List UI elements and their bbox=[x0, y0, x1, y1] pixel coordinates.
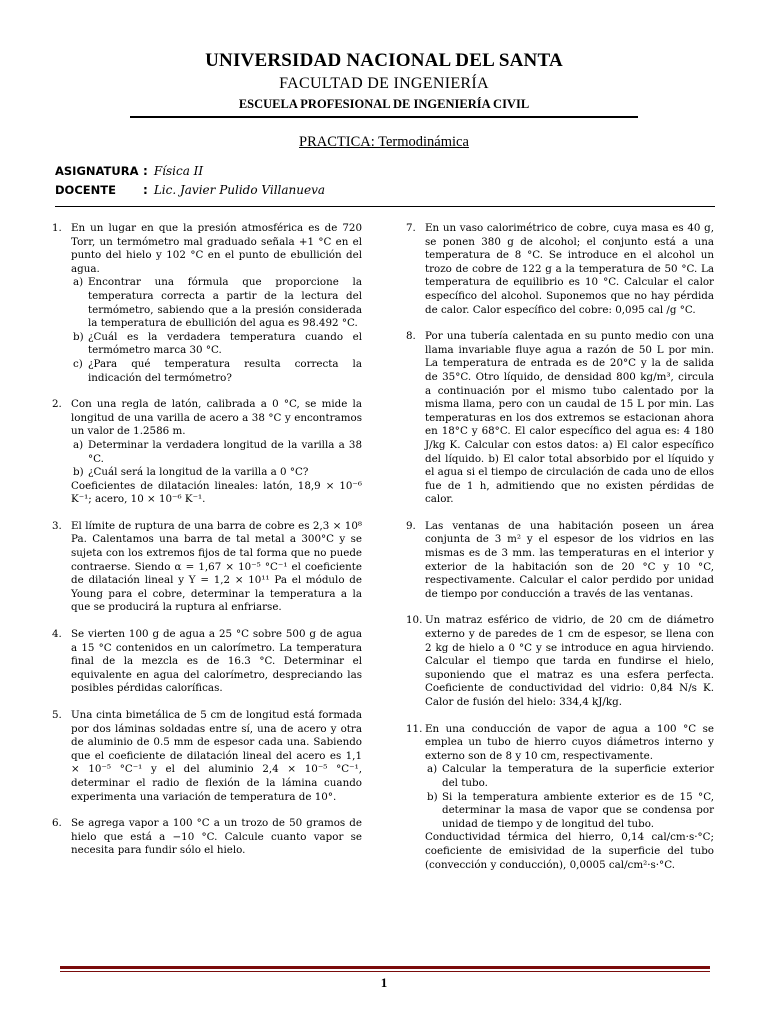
problem-text: Las ventanas de una habitación poseen un área conjunta de 3 m² y el espesor de los vidrios en las mismas es de 3 mm. las temperaturas en el interior y exterior de la habitación son de 20 °C y 10 °C, respectivamente. Calcular el calor perdido por unidad de tiempo por conducción a través de las ventanas. bbox=[425, 519, 714, 600]
university-name: UNIVERSIDAD NACIONAL DEL SANTA bbox=[205, 50, 563, 71]
problem-item bbox=[52, 817, 362, 858]
sub-question bbox=[71, 276, 362, 330]
sub-question-text: ¿Cuál será la longitud de la varilla a 0 °C? bbox=[88, 466, 309, 479]
problem-item bbox=[52, 222, 362, 385]
problem-item bbox=[52, 520, 362, 615]
sub-question-letter: a) bbox=[73, 438, 84, 451]
problem-item bbox=[406, 723, 714, 873]
sub-question-letter: a) bbox=[427, 763, 438, 776]
problem-number: 10. bbox=[406, 614, 423, 627]
footer-divider bbox=[60, 966, 710, 969]
problem-number: 7. bbox=[406, 222, 416, 234]
problem-text: Con una regla de latón, calibrada a 0 °C, se mide la longitud de una varilla de acero a 38 °C y encontramos un valor de 1.2586 m. bbox=[71, 398, 362, 438]
practice-title: PRACTICA: Termodinámica bbox=[299, 134, 469, 150]
sub-question-text: Calcular la temperatura de la superficie exterior del tubo. bbox=[442, 763, 714, 789]
problem-item bbox=[52, 628, 362, 696]
problem-number: 5. bbox=[52, 709, 62, 721]
sub-question-letter: b) bbox=[427, 790, 438, 803]
sub-question-text: Determinar la verdadera longitud de la varilla a 38 °C. bbox=[88, 438, 362, 465]
problem-note: Coeficientes de dilatación lineales: latón, 18,9 × 10⁻⁶ K⁻¹; acero, 10 × 10⁻⁶ K⁻¹. bbox=[71, 479, 362, 506]
sub-question bbox=[425, 791, 714, 832]
subject-value: Física II bbox=[153, 164, 204, 178]
sub-question bbox=[71, 358, 362, 385]
problem-text: En un vaso calorimétrico de cobre, cuya masa es 40 g, se ponen 380 g de alcohol; el conjunto está a una temperatura de 8 °C. Se introduce en el alcohol un trozo de cobre de 122 g a la temperatura de 50 °C. La temperatura de equilibrio es 10 °C. Calcular el calor específico del alcohol. Suponemos que no hay pérdida de calor. Calor específico del cobre: 0,095 cal /g °C. bbox=[425, 222, 714, 316]
page-number: 1 bbox=[380, 975, 388, 990]
problem-item bbox=[52, 709, 362, 804]
problem-note: Conductividad térmica del hierro, 0,14 cal/cm·s·°C; coeficiente de emisividad de la superficie del tubo (convección y conducción), 0,0005 cal/cm²·s·°C. bbox=[425, 831, 714, 871]
problems-right-column bbox=[406, 222, 714, 885]
problems-left-column bbox=[52, 222, 362, 871]
problem-item bbox=[406, 520, 714, 602]
sub-question-letter: c) bbox=[73, 357, 83, 370]
problem-number: 6. bbox=[52, 817, 62, 830]
problem-item bbox=[406, 222, 714, 317]
sub-question-text: Si la temperatura ambiente exterior es de 15 °C, determinar la masa de vapor que se condensa por unidad de tiempo y de longitud del tubo. bbox=[442, 790, 714, 830]
problem-text: Se agrega vapor a 100 °C a un trozo de 50 gramos de hielo que está a −10 °C. Calcule cuanto vapor se necesita para fundir sólo el hielo. bbox=[71, 817, 362, 857]
problem-number: 4. bbox=[52, 628, 62, 641]
problem-text: En una conducción de vapor de agua a 100 °C se emplea un tubo de hierro cuyos diámetros interno y externo son de 8 y 10 cm, respectivamente. bbox=[425, 722, 714, 762]
teacher-value: Lic. Javier Pulido Villanueva bbox=[153, 183, 326, 197]
sub-question-text: ¿Para qué temperatura resulta correcta la indicación del termómetro? bbox=[88, 357, 362, 384]
problem-text: Un matraz esférico de vidrio, de 20 cm de diámetro externo y de paredes de 1 cm de espesor, se llena con 2 kg de hielo a 0 °C y se introduce en agua hirviendo. Calcular el tiempo que tarda en fundirse el hielo, suponiendo que el matraz es una esfera perfecta. Coeficiente de conductividad del vidrio: 0,84 N/s K. Calor de fusión del hielo: 334,4 kJ/kg. bbox=[425, 614, 714, 708]
document-header bbox=[0, 50, 768, 112]
sub-question-letter: a) bbox=[73, 276, 84, 289]
problem-text: Se vierten 100 g de agua a 25 °C sobre 500 g de agua a 15 °C contenidos en un calorímetro. La temperatura final de la mezcla es de 16.3 °C. Determinar el equivalente en agua del calorímetro, despreciando las posibles pérdidas caloríficas. bbox=[71, 628, 362, 695]
subject-label: ASIGNATURA bbox=[55, 164, 139, 178]
sub-question-letter: b) bbox=[73, 466, 84, 479]
faculty-name: FACULTAD DE INGENIERÍA bbox=[279, 75, 489, 92]
footer-divider-thin bbox=[60, 971, 710, 972]
problem-text: Por una tubería calentada en su punto medio con una llama invariable fluye agua a razón de 50 L por min. La temperatura de entrada es de 20°C y la de salida de 35°C. Otro líquido, de densidad 800 kg/m³, circula a continuación por el mismo tubo calentado por la misma llama, pero con un caudal de 15 L por min. Las temperaturas en los dos extremos se estacionan ahora en 18°C y 68°C. El calor específico del agua es: 4 180 J/kg K. Calcular con estos datos: a) El calor específico del líquido. b) El calor total absorbido por el líquido y el agua si el tiempo de circulación de cada uno de ellos fue de 1 h, admitiendo que no existen pérdidas de calor. bbox=[425, 330, 714, 506]
problem-item bbox=[406, 614, 714, 709]
problem-item bbox=[406, 330, 714, 507]
sub-question bbox=[71, 331, 362, 358]
sub-question bbox=[71, 439, 362, 466]
teacher-row: DOCENTE : Lic. Javier Pulido Villanueva bbox=[55, 183, 326, 197]
subject-row: ASIGNATURA : Física II bbox=[55, 164, 204, 178]
school-name: ESCUELA PROFESIONAL DE INGENIERÍA CIVIL bbox=[238, 97, 530, 111]
sub-question-text: Encontrar una fórmula que proporcione la temperatura correcta a partir de la lectura del termómetro, sabiendo que a la presión considerada la temperatura de ebullición del agua es 98.492 °C. bbox=[88, 276, 362, 330]
problem-number: 1. bbox=[52, 222, 62, 234]
problem-number: 2. bbox=[52, 398, 62, 411]
sub-question-text: ¿Cuál es la verdadera temperatura cuando el termómetro marca 30 °C. bbox=[88, 330, 362, 357]
problem-number: 9. bbox=[406, 519, 416, 532]
problem-text: El límite de ruptura de una barra de cobre es 2,3 × 10⁸ Pa. Calentamos una barra de tal metal a 300°C y se sujeta con los extremos fijos de tal forma que no puede contraerse. Siendo α = 1,67 × 10⁻⁵ °C⁻¹ el coeficiente de dilatación lineal y Y = 1,2 × 10¹¹ Pa el módulo de Young para el cobre, determinar la temperatura a la que se producirá la ruptura al enfriarse. bbox=[71, 519, 362, 614]
sub-question bbox=[425, 763, 714, 790]
problem-number: 11. bbox=[406, 722, 423, 735]
teacher-label: DOCENTE bbox=[55, 183, 116, 197]
meta-divider bbox=[55, 206, 715, 207]
header-divider bbox=[130, 116, 638, 118]
problem-number: 8. bbox=[406, 330, 416, 343]
problem-text: Una cinta bimetálica de 5 cm de longitud está formada por dos láminas soldadas entre sí, una de acero y otra de aluminio de 0.5 mm de espesor cada una. Sabiendo que el coeficiente de dilatación lineal del acero es 1,1 × 10⁻⁵ °C⁻¹ y el del aluminio 2,4 × 10⁻⁵ °C⁻¹, determinar el radio de flexión de la lámina cuando experimenta una variación de temperatura de 10°. bbox=[71, 709, 362, 803]
problem-text: En un lugar en que la presión atmosférica es de 720 Torr, un termómetro mal graduado señala +1 °C en el punto del hielo y 102 °C en el punto de ebullición del agua. bbox=[71, 222, 362, 275]
problem-item bbox=[52, 398, 362, 507]
sub-question bbox=[71, 466, 362, 480]
sub-question-letter: b) bbox=[73, 330, 84, 343]
problem-number: 3. bbox=[52, 519, 62, 532]
